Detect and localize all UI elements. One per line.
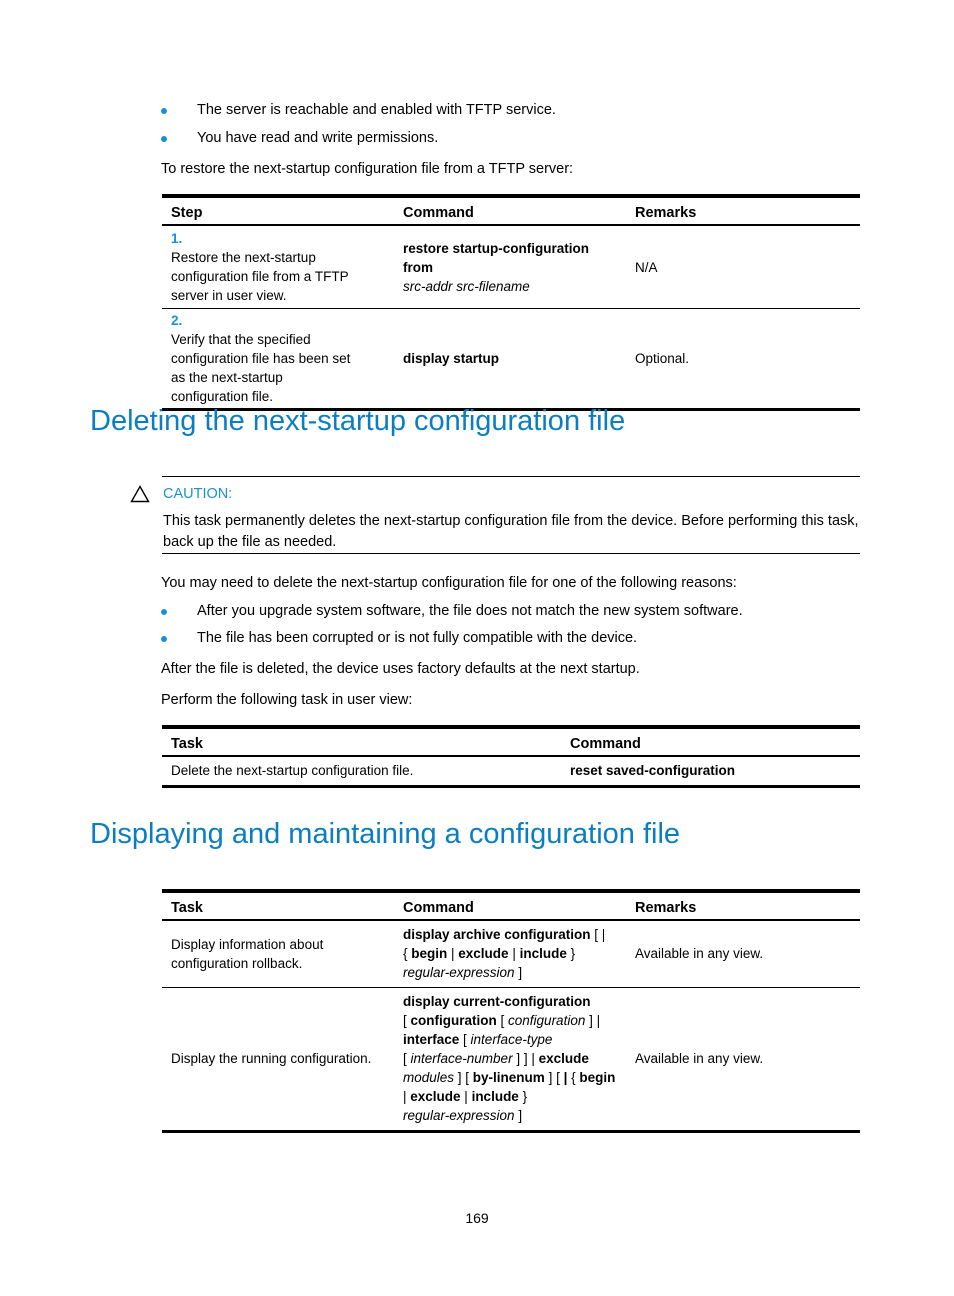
step-text: Restore the next-startup configuration file from a TFTP server in user view.	[171, 250, 349, 303]
command-cell: reset saved-configuration	[561, 756, 860, 786]
cmd-keyword: exclude	[458, 946, 509, 962]
bullet-text: You have read and write permissions.	[197, 130, 439, 146]
warning-triangle-icon	[130, 485, 150, 503]
step-number: 2.	[171, 313, 183, 328]
cmd-keyword: display current-configuration	[403, 994, 591, 1009]
command-cell	[394, 225, 626, 309]
table-row	[162, 225, 860, 309]
cmd-argument: interface-number	[410, 1051, 513, 1066]
section-heading-displaying: Displaying and maintaining a configuration file	[90, 818, 681, 850]
bullet-dot	[161, 636, 167, 642]
remarks-cell: Available in any view.	[626, 987, 860, 1131]
cmd-keyword: display archive configuration	[403, 927, 591, 943]
cmd-keyword: interface	[403, 1032, 460, 1047]
col-header-task: Task	[162, 727, 561, 756]
cmd-keyword: configuration	[410, 1013, 497, 1028]
remarks-cell: N/A	[626, 225, 860, 309]
perform-text: Perform the following task in user view:	[161, 692, 413, 708]
cmd-keyword: exclude	[410, 1089, 461, 1104]
bullet-dot	[161, 609, 167, 615]
reasons-intro: You may need to delete the next-startup configuration file for one of the following reasons:	[161, 575, 737, 591]
step-number: 1.	[171, 231, 183, 246]
bullet-dot	[161, 136, 167, 142]
page-number: 169	[465, 1210, 489, 1226]
caution-top-rule	[162, 476, 860, 477]
command-keyword: restore startup-configuration from	[403, 240, 590, 275]
bullet-text: After you upgrade system software, the file does not match the new system software.	[197, 603, 743, 619]
task-cell: Display the running configuration.	[162, 987, 394, 1131]
command-cell: display current-configuration [ configuration [ configuration ] | interface [ interface-type [ interface-number ] ] | exclude modules ] [ by-linenum ] [ | { begin | exclude | include } regular-expression ]	[394, 987, 626, 1131]
cmd-argument: interface-type	[470, 1032, 553, 1047]
col-header-task: Task	[162, 891, 394, 920]
table-row	[162, 920, 860, 987]
cmd-argument: regular-expression	[403, 965, 515, 981]
cmd-argument: modules	[403, 1070, 455, 1085]
table-row	[162, 309, 860, 410]
restore-table	[162, 194, 860, 411]
remarks-cell: Available in any view.	[626, 920, 860, 987]
cmd-keyword: begin	[411, 946, 448, 962]
cmd-keyword: exclude	[538, 1051, 589, 1066]
caution-bottom-rule	[162, 553, 860, 554]
col-header-remarks: Remarks	[626, 891, 860, 920]
remarks-cell: Optional.	[626, 309, 860, 410]
cmd-argument: configuration	[508, 1013, 586, 1028]
bullet-text: The server is reachable and enabled with TFTP service.	[197, 102, 556, 118]
command-args: src-addr src-filename	[403, 278, 530, 294]
restore-intro: To restore the next-startup configuration file from a TFTP server:	[161, 161, 574, 177]
cmd-keyword: include	[471, 1089, 519, 1104]
col-header-command: Command	[394, 196, 626, 225]
table-row	[162, 987, 860, 1131]
col-header-command: Command	[561, 727, 860, 756]
cmd-keyword: begin	[579, 1070, 616, 1085]
cmd-keyword: include	[519, 946, 567, 962]
col-header-step: Step	[162, 196, 394, 225]
cmd-argument: regular-expression	[403, 1108, 515, 1123]
caution-label: CAUTION:	[163, 486, 233, 502]
step-text: Verify that the specified configuration file has been set as the next-startup configuration file.	[171, 332, 351, 404]
bullet-dot	[161, 108, 167, 114]
command-cell: display startup	[394, 309, 626, 410]
after-text: After the file is deleted, the device uses factory defaults at the next startup.	[161, 661, 640, 677]
task-cell: Display information about configuration rollback.	[162, 920, 394, 987]
task-cell: Delete the next-startup configuration file.	[162, 756, 561, 786]
section-heading-deleting: Deleting the next-startup configuration file	[90, 405, 626, 437]
command-cell: display archive configuration [ | { begin | exclude | include } regular-expression ]	[394, 920, 626, 987]
delete-task-table	[162, 725, 860, 788]
col-header-remarks: Remarks	[626, 196, 860, 225]
display-maintain-table	[162, 889, 860, 1133]
bullet-text: The file has been corrupted or is not fully compatible with the device.	[197, 630, 638, 646]
cmd-keyword: by-linenum	[472, 1070, 545, 1085]
col-header-command: Command	[394, 891, 626, 920]
table-row	[162, 756, 860, 786]
caution-text: This task permanently deletes the next-startup configuration file from the device. Before performing this task, back up the file as needed.	[163, 513, 859, 550]
